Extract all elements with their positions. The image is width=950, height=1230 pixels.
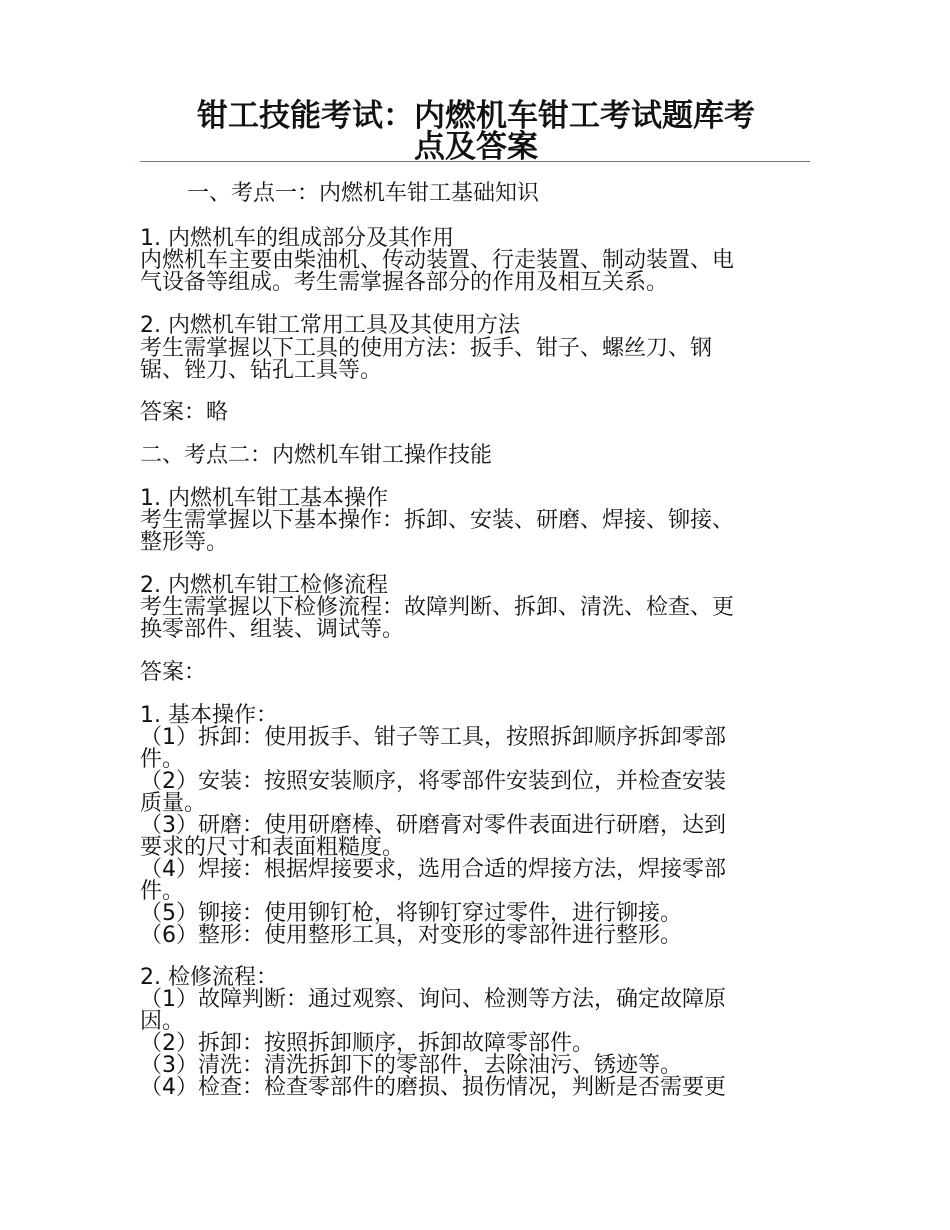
document-title-line1: 钳工技能考试：内燃机车钳工考试题库考 bbox=[197, 98, 755, 134]
section1-heading: 一、考点一：内燃机车钳工基础知识 bbox=[187, 181, 540, 206]
basic-op-2-line1: （2）安装：按照安装顺序，将零部件安装到位，并检查安装 bbox=[140, 769, 726, 794]
section1-answer: 答案：略 bbox=[140, 400, 229, 425]
repair-step-2: （2）拆卸：按照拆卸顺序，拆卸故障零部件。 bbox=[140, 1031, 594, 1056]
basic-op-5: （5）铆接：使用铆钉枪，将铆钉穿过零件，进行铆接。 bbox=[140, 901, 682, 926]
section2-answer-label: 答案： bbox=[140, 660, 207, 685]
section1-q2-text-line2: 锯、锉刀、钻孔工具等。 bbox=[140, 358, 383, 383]
section2-q1-text-line2: 整形等。 bbox=[140, 530, 229, 555]
section1-q1-text-line2: 气设备等组成。考生需掌握各部分的作用及相互关系。 bbox=[140, 270, 669, 295]
repair-step-3: （3）清洗：清洗拆卸下的零部件，去除油污、锈迹等。 bbox=[140, 1053, 682, 1078]
section1-q2-text-line1: 考生需掌握以下工具的使用方法：扳手、钳子、螺丝刀、钢 bbox=[140, 336, 713, 361]
section2-q2-title: 2. 内燃机车钳工检修流程 bbox=[140, 573, 388, 598]
basic-op-3-line2: 要求的尺寸和表面粗糙度。 bbox=[140, 835, 405, 860]
basic-op-1-line1: （1）拆卸：使用扳手、钳子等工具，按照拆卸顺序拆卸零部 bbox=[140, 725, 726, 750]
basic-ops-title: 1. 基本操作： bbox=[140, 703, 278, 728]
section2-q2-text-line1: 考生需掌握以下检修流程：故障判断、拆卸、清洗、检查、更 bbox=[140, 595, 735, 620]
section2-q2-text-line2: 换零部件、组装、调试等。 bbox=[140, 617, 405, 642]
section2-heading: 二、考点二：内燃机车钳工操作技能 bbox=[140, 443, 493, 468]
section2-q1-text-line1: 考生需掌握以下基本操作：拆卸、安装、研磨、焊接、铆接、 bbox=[140, 508, 735, 533]
title-underline bbox=[140, 161, 810, 162]
repair-step-1-line1: （1）故障判断：通过观察、询问、检测等方法，确定故障原 bbox=[140, 987, 726, 1012]
repair-step-1-line2: 因。 bbox=[140, 1009, 185, 1034]
section1-q1-text-line1: 内燃机车主要由柴油机、传动装置、行走装置、制动装置、电 bbox=[140, 248, 735, 273]
basic-op-3-line1: （3）研磨：使用研磨棒、研磨膏对零件表面进行研磨，达到 bbox=[140, 813, 726, 838]
document-title-line2: 点及答案 bbox=[414, 129, 538, 165]
section1-q1-title: 1. 内燃机车的组成部分及其作用 bbox=[140, 226, 454, 251]
basic-op-6: （6）整形：使用整形工具，对变形的零部件进行整形。 bbox=[140, 923, 682, 948]
section1-q2-title: 2. 内燃机车钳工常用工具及其使用方法 bbox=[140, 313, 520, 338]
repair-process-title: 2. 检修流程： bbox=[140, 965, 278, 990]
basic-op-4-line1: （4）焊接：根据焊接要求，选用合适的焊接方法，焊接零部 bbox=[140, 857, 726, 882]
basic-op-1-line2: 件。 bbox=[140, 747, 185, 772]
basic-op-2-line2: 质量。 bbox=[140, 791, 207, 816]
repair-step-4: （4）检查：检查零部件的磨损、损伤情况，判断是否需要更 bbox=[140, 1075, 726, 1100]
section2-q1-title: 1. 内燃机车钳工基本操作 bbox=[140, 486, 388, 511]
basic-op-4-line2: 件。 bbox=[140, 879, 185, 904]
